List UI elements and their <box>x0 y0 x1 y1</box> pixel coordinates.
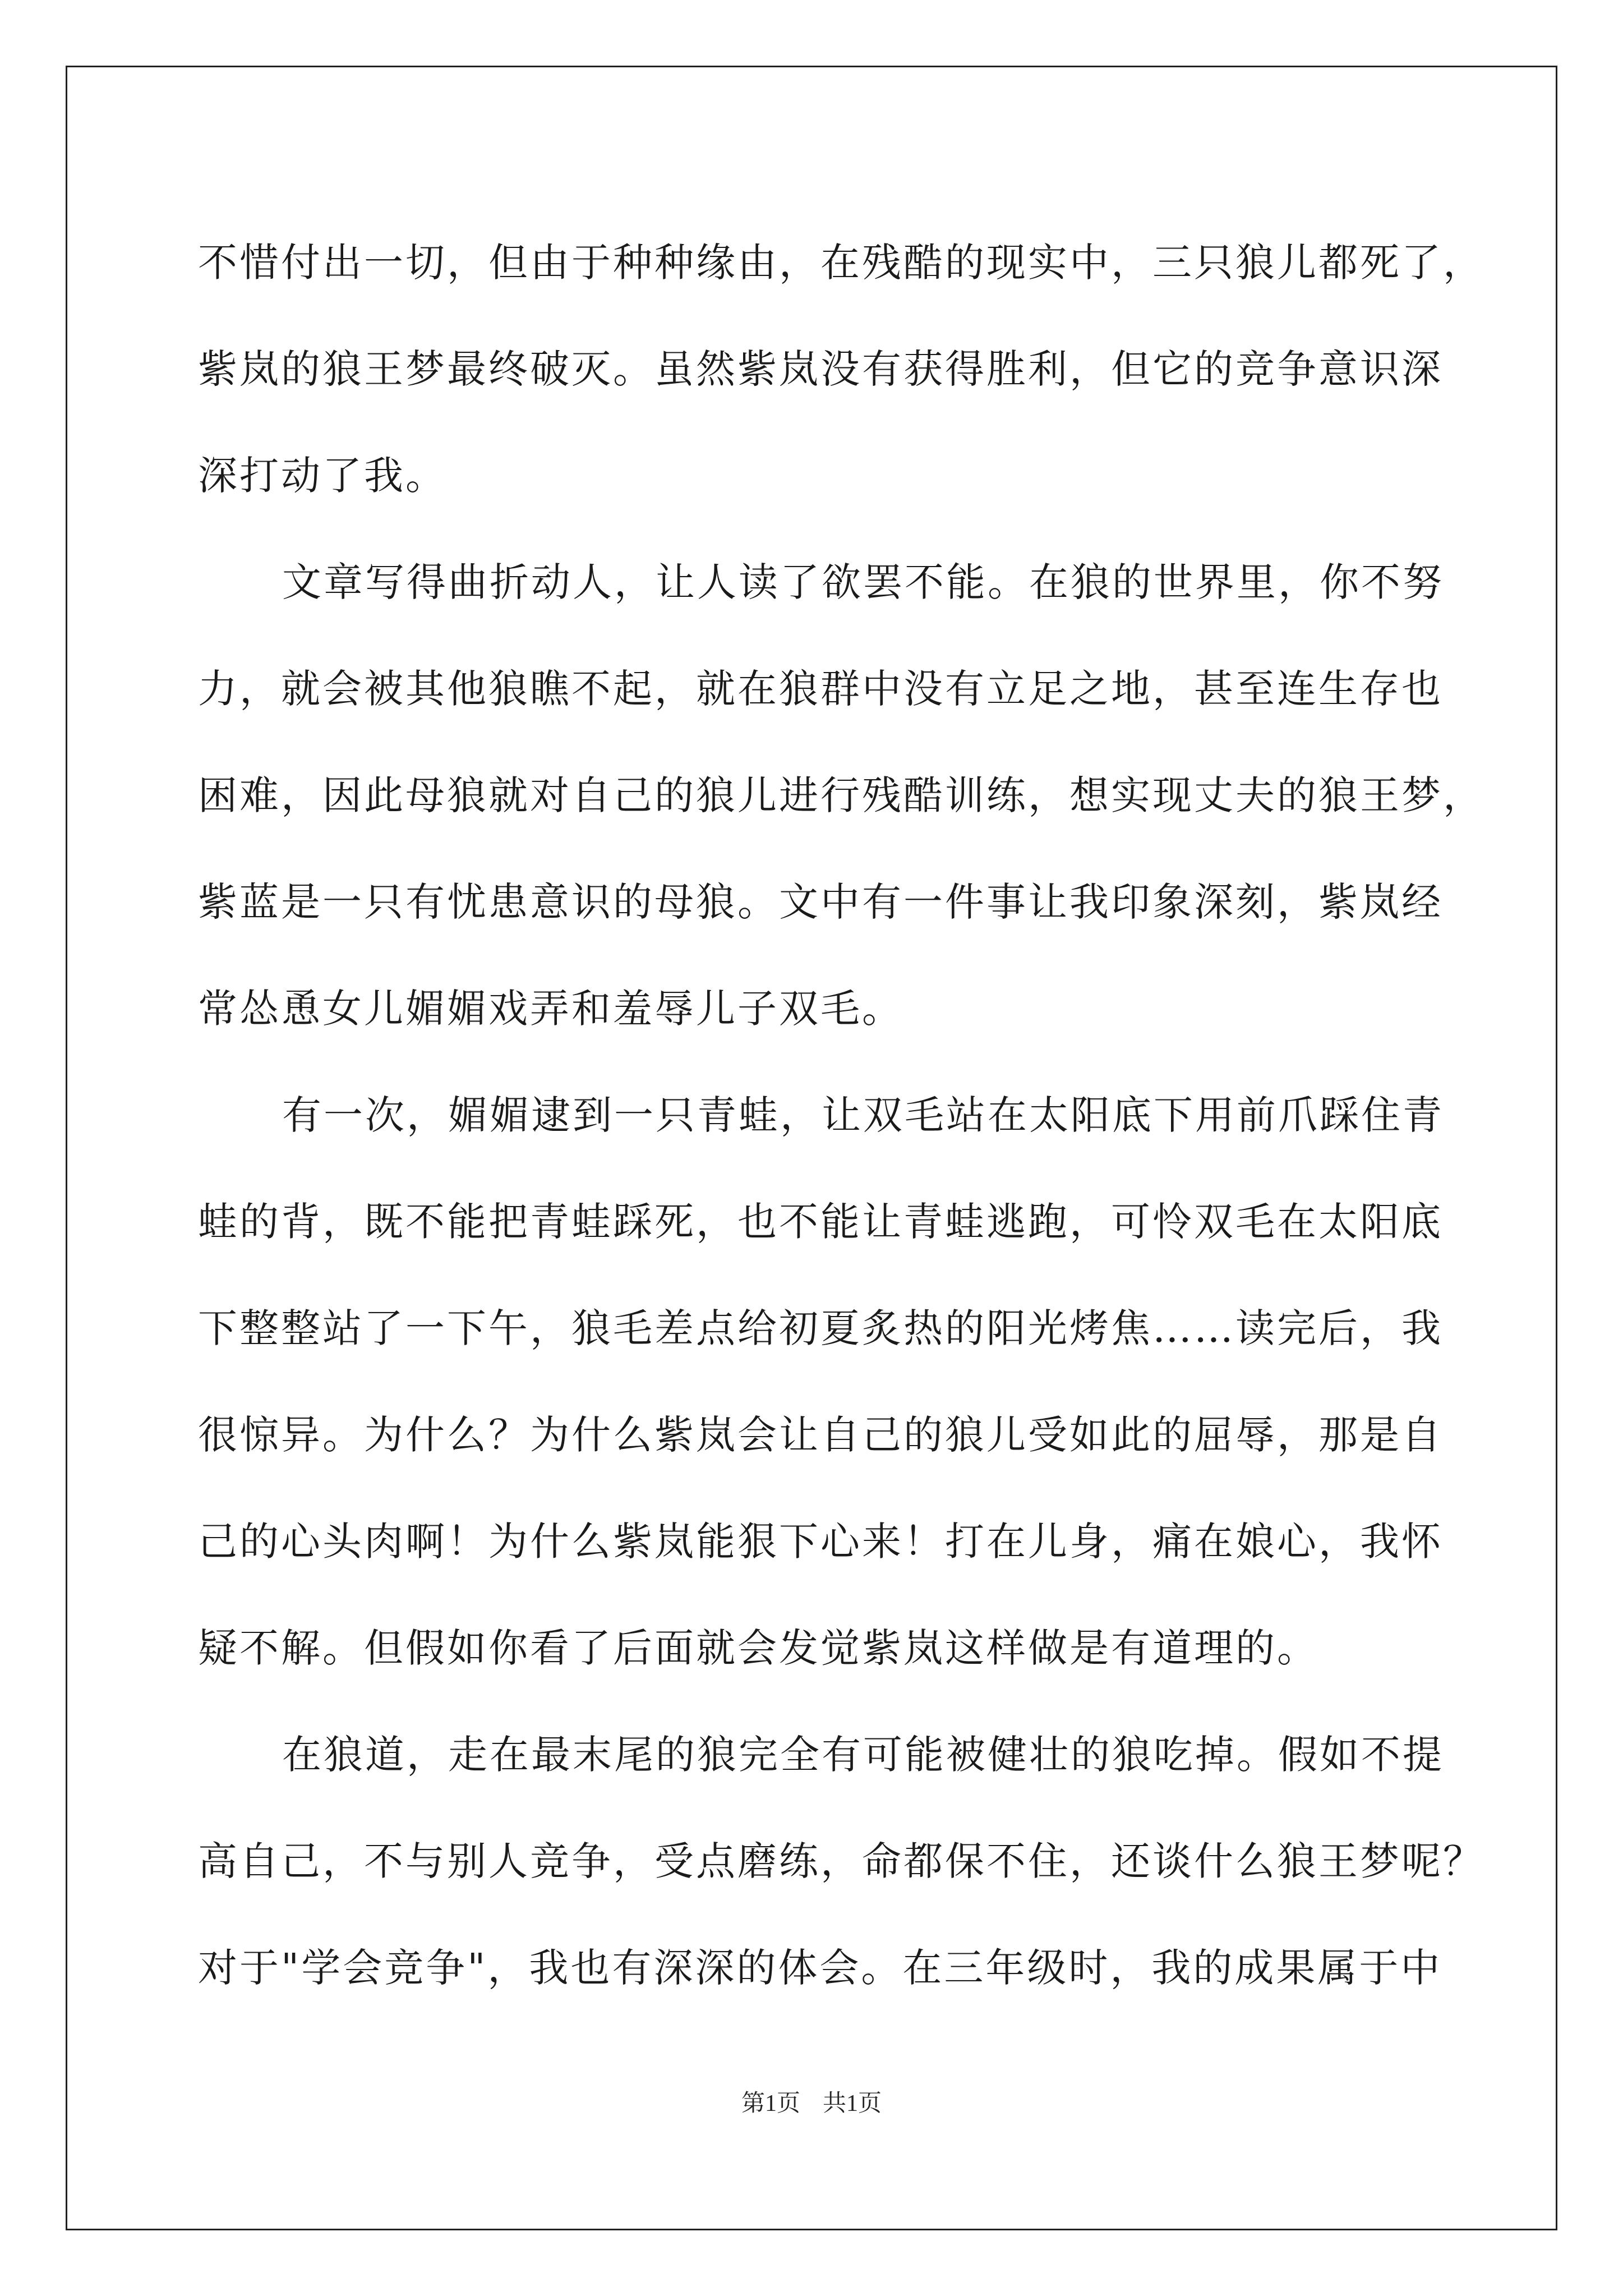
text-line: 文章写得曲折动人，让人读了欲罢不能。在狼的世界里，你不努 <box>282 559 1444 605</box>
text-line: 下整整站了一下午，狼毛差点给初夏炙热的阳光烤焦……读完后，我 <box>198 1305 1443 1351</box>
text-line: 对于"学会竞争"，我也有深深的体会。在三年级时，我的成果属于中 <box>198 1945 1442 1991</box>
text-line: 不惜付出一切，但由于种种缘由，在残酷的现实中，三只狼儿都死了， <box>198 240 1484 286</box>
text-line: 力，就会被其他狼瞧不起，就在狼群中没有立足之地，甚至连生存也 <box>198 666 1443 712</box>
text-line: 紫蓝是一只有忧患意识的母狼。文中有一件事让我印象深刻，紫岚经 <box>198 879 1443 925</box>
page-number: 第1页 <box>741 2091 800 2116</box>
text-line: 高自己，不与别人竞争，受点磨练，命都保不住，还谈什么狼王梦呢？ <box>198 1838 1484 1884</box>
text-line: 蛙的背，既不能把青蛙踩死，也不能让青蛙逃跑，可怜双毛在太阳底 <box>198 1199 1443 1245</box>
body-text <box>198 209 1484 2021</box>
page-footer <box>0 2087 1623 2120</box>
text-line: 很惊异。为什么？为什么紫岚会让自己的狼儿受如此的屈辱，那是自 <box>198 1412 1443 1458</box>
text-line: 深打动了我。 <box>198 453 447 499</box>
text-line: 有一次，媚媚逮到一只青蛙，让双毛站在太阳底下用前爪踩住青 <box>282 1092 1444 1138</box>
page-count: 共1页 <box>823 2091 882 2116</box>
text-line: 己的心头肉啊！为什么紫岚能狠下心来！打在儿身，痛在娘心，我怀 <box>198 1519 1443 1565</box>
text-line: 困难，因此母狼就对自己的狼儿进行残酷训练，想实现丈夫的狼王梦， <box>198 772 1484 818</box>
text-line: 紫岚的狼王梦最终破灭。虽然紫岚没有获得胜利，但它的竞争意识深 <box>198 346 1443 392</box>
text-line: 疑不解。但假如你看了后面就会发觉紫岚这样做是有道理的。 <box>198 1625 1318 1671</box>
text-line: 常怂恿女儿媚媚戏弄和羞辱儿子双毛。 <box>198 986 903 1032</box>
text-line: 在狼道，走在最末尾的狼完全有可能被健壮的狼吃掉。假如不提 <box>282 1732 1444 1778</box>
